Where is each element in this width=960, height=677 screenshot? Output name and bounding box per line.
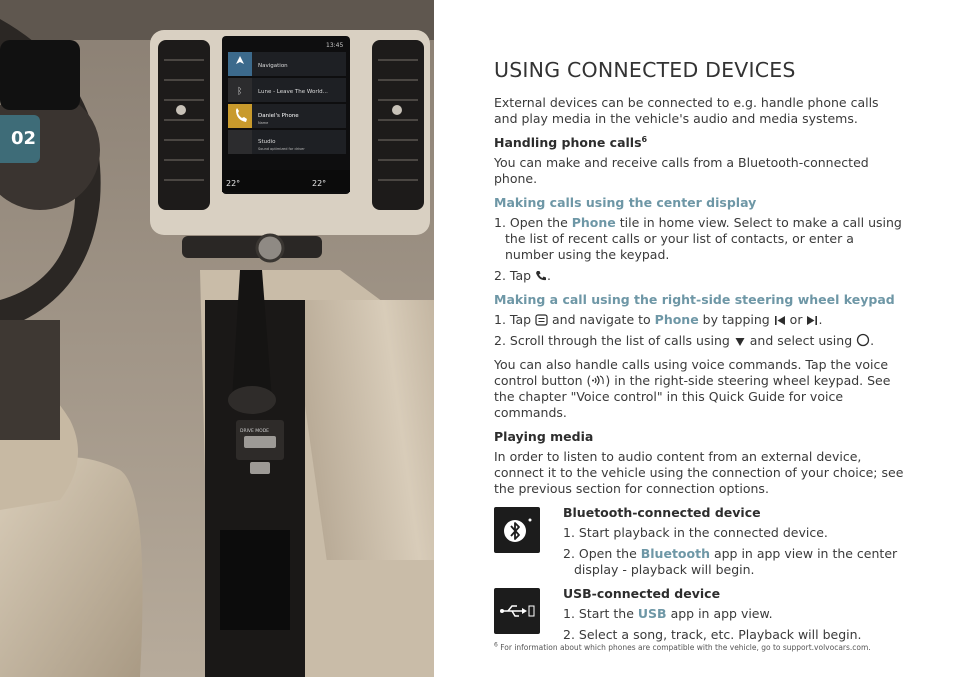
list-item: 2. Scroll through the list of calls using and select using .	[494, 333, 875, 348]
scroll-down-icon	[734, 336, 746, 347]
voice-control-text: You can also handle calls using voice commands. Tap the voice control button ( ) in the right-side steering wheel keypad. See the chapter "Voice control" in this Quick Guide for voice commands.	[494, 357, 891, 420]
previous-icon	[774, 315, 786, 326]
list-item: 1. Start the USB app in app view.	[563, 606, 773, 621]
playing-media-text: In order to listen to audio content from an external device, connect it to the vehicle using the connection of your choice; see the previous section for connection options.	[494, 449, 904, 496]
screen-tile-studio: Studio	[258, 139, 276, 145]
steering-wheel-heading: Making a call using the right-side steering wheel keypad	[494, 292, 895, 307]
center-display-heading: Making calls using the center display	[494, 195, 757, 210]
list-item: 2. Tap .	[494, 268, 552, 283]
footnote-number: 6	[494, 641, 498, 649]
center-display-steps	[494, 215, 906, 284]
bluetooth-app-icon	[494, 507, 540, 553]
chapter-number-tab: 02	[0, 115, 40, 163]
handling-calls-text: You can make and receive calls from a Bluetooth-connected phone.	[494, 155, 869, 186]
usb-steps	[563, 606, 906, 643]
bluetooth-section	[494, 505, 906, 578]
list-item: 1. Start playback in the connected device.	[563, 525, 828, 540]
screen-tile-phone: Daniel's Phone	[258, 113, 299, 119]
phone-app-label: Phone	[654, 312, 699, 327]
bluetooth-heading: Bluetooth-connected device	[563, 505, 761, 520]
list-item: 1. Open the Phone tile in home view. Select to make a call using the list of recent calls or your list of contacts, or enter a number using the keypad.	[494, 215, 902, 262]
app-menu-icon	[535, 314, 548, 326]
intro-text: External devices can be connected to e.g. handle phone calls and play media in the vehicle's audio and media systems.	[494, 95, 879, 126]
screen-tile-nav: Navigation	[258, 63, 288, 69]
handling-calls-heading: Handling phone calls$^6$	[494, 134, 648, 150]
bluetooth-steps	[563, 525, 906, 578]
steering-wheel-steps	[494, 312, 906, 349]
page-title: USING CONNECTED DEVICES	[494, 58, 796, 82]
screen-tile-studio-sub: Sound optimized for driver	[258, 147, 305, 151]
car-interior-photo	[0, 0, 434, 677]
next-icon	[806, 315, 818, 326]
usb-heading: USB-connected device	[563, 586, 721, 601]
screen-clock: 13:45	[326, 42, 344, 49]
select-circle-icon	[856, 333, 870, 347]
list-item: 2. Open the Bluetooth app in app view in the center display - playback will begin.	[563, 546, 898, 577]
screen-temp-left: 22°	[226, 179, 241, 188]
main-content	[494, 58, 906, 651]
bluetooth-app-label: Bluetooth	[640, 546, 710, 561]
svg-text:ᛒ: ᛒ	[237, 87, 243, 97]
usb-section	[494, 586, 906, 643]
usb-app-label: USB	[637, 606, 667, 621]
list-item: 2. Select a song, track, etc. Playback will begin.	[563, 627, 862, 642]
screen-tile-phone-sub: Name	[258, 121, 269, 125]
usb-app-icon	[494, 588, 540, 634]
list-item: 1. Tap and navigate to Phone by tapping or .	[494, 312, 823, 327]
voice-control-icon	[591, 374, 605, 387]
car-interior-illustration	[0, 0, 434, 677]
playing-media-heading: Playing media	[494, 429, 594, 444]
drive-mode-label: DRIVE MODE	[240, 429, 270, 434]
phone-app-label: Phone	[571, 215, 616, 230]
screen-temp-right: 22°	[312, 179, 327, 188]
footnote: $^6$ For information about which phones are compatible with the vehicle, go to support.volvocars.com.	[494, 641, 871, 652]
phone-call-icon	[535, 270, 547, 282]
screen-tile-media: Lune - Leave The World...	[258, 89, 328, 95]
footnote-ref: 6	[641, 134, 648, 144]
